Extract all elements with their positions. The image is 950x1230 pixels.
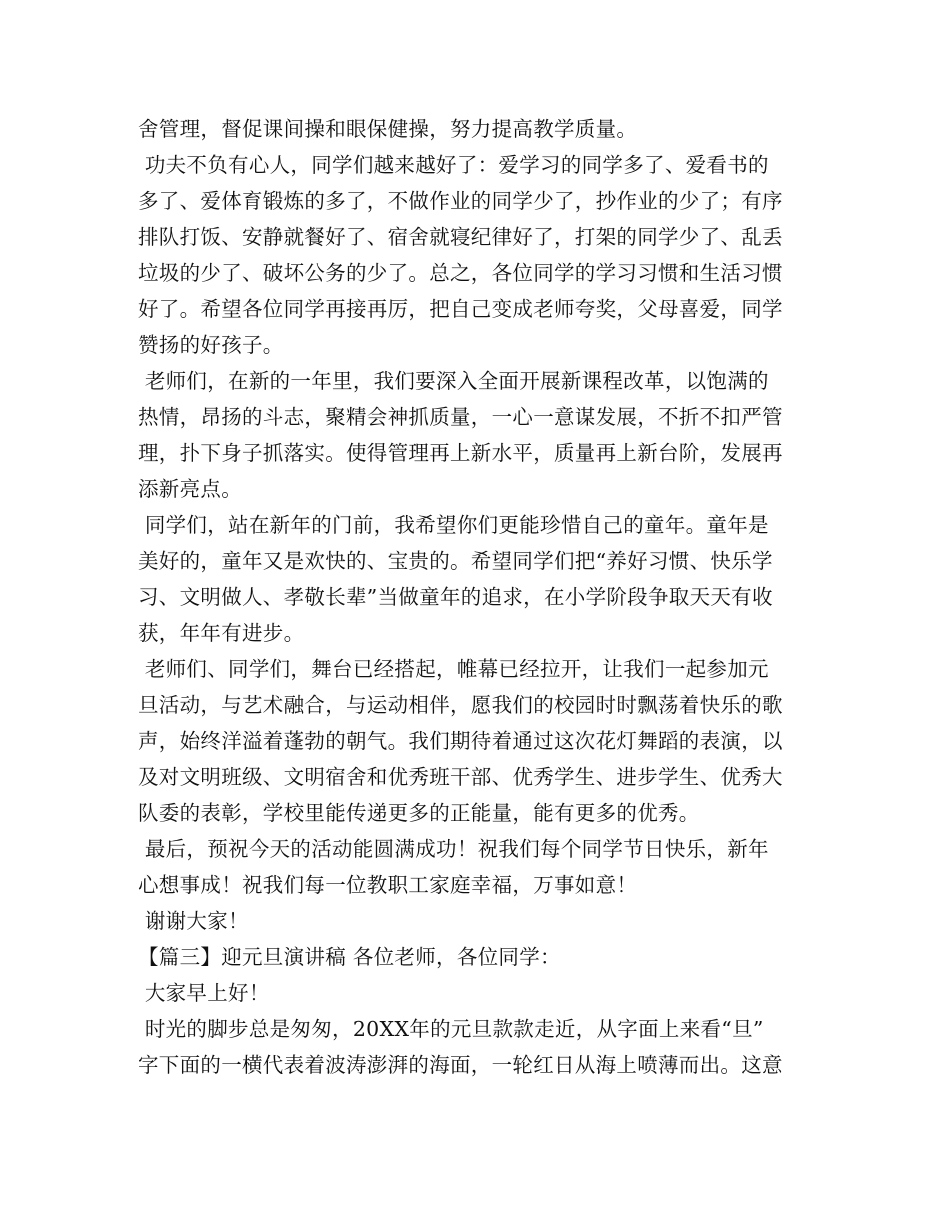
text-line: 排队打饭、安静就餐好了、宿舍就寝纪律好了，打架的同学少了、乱丢 [138, 225, 783, 249]
text-line: 获，年年有进步。 [138, 621, 305, 645]
text-line: 多了、爱体育锻炼的多了，不做作业的同学少了，抄作业的少了；有序 [138, 189, 783, 213]
text-line: 赞扬的好孩子。 [138, 333, 284, 357]
text-line: 添新亮点。 [138, 477, 242, 501]
text-line: 心想事成！祝我们每一位教职工家庭幸福，万事如意！ [138, 873, 638, 897]
text-line: 舍管理，督促课间操和眼保健操，努力提高教学质量。 [138, 117, 638, 141]
text-line: 旦活动，与艺术融合，与运动相伴，愿我们的校园时时飘荡着快乐的歌 [138, 693, 783, 717]
document-body [138, 111, 818, 1083]
section-heading: 【篇三】迎元旦演讲稿 各位老师，各位同学： [138, 945, 561, 969]
text-line: 老师们，在新的一年里，我们要深入全面开展新课程改革，以饱满的 [138, 369, 769, 393]
text-line: 垃圾的少了、破坏公务的少了。总之，各位同学的学习习惯和生活习惯 [138, 261, 783, 285]
text-line: 热情，昂扬的斗志，聚精会神抓质量，一心一意谋发展，不折不扣严管 [138, 405, 783, 429]
text-line: 字下面的一横代表着波涛澎湃的海面，一轮红日从海上喷薄而出。这意 [138, 1053, 783, 1077]
text-line: 队委的表彰，学校里能传递更多的正能量，能有更多的优秀。 [138, 801, 700, 825]
text-line: 最后，预祝今天的活动能圆满成功！祝我们每个同学节日快乐，新年 [138, 837, 769, 861]
text-line: 功夫不负有心人，同学们越来越好了：爱学习的同学多了、爱看书的 [138, 153, 769, 177]
text-line: 大家早上好！ [138, 981, 270, 1005]
text-line: 好了。希望各位同学再接再厉，把自己变成老师夸奖，父母喜爱，同学 [138, 297, 783, 321]
text-line: 及对文明班级、文明宿舍和优秀班干部、优秀学生、进步学生、优秀大 [138, 765, 783, 789]
text-line: 习、文明做人、孝敬长辈”当做童年的追求，在小学阶段争取天天有收 [138, 585, 773, 609]
text-line: 同学们，站在新年的门前，我希望你们更能珍惜自己的童年。童年是 [138, 513, 769, 537]
text-line: 理，扑下身子抓落实。使得管理再上新水平，质量再上新台阶，发展再 [138, 441, 783, 465]
text-line: 美好的，童年又是欢快的、宝贵的。希望同学们把“养好习惯、快乐学 [138, 549, 773, 573]
text-line: 谢谢大家！ [138, 909, 249, 933]
text-line: 老师们、同学们，舞台已经搭起，帷幕已经拉开，让我们一起参加元 [138, 657, 769, 681]
text-line: 声，始终洋溢着蓬勃的朝气。我们期待着通过这次花灯舞蹈的表演，以 [138, 729, 783, 753]
text-line: 时光的脚步总是匆匆，20XX年的元旦款款走近，从字面上来看“旦” [138, 1017, 764, 1041]
